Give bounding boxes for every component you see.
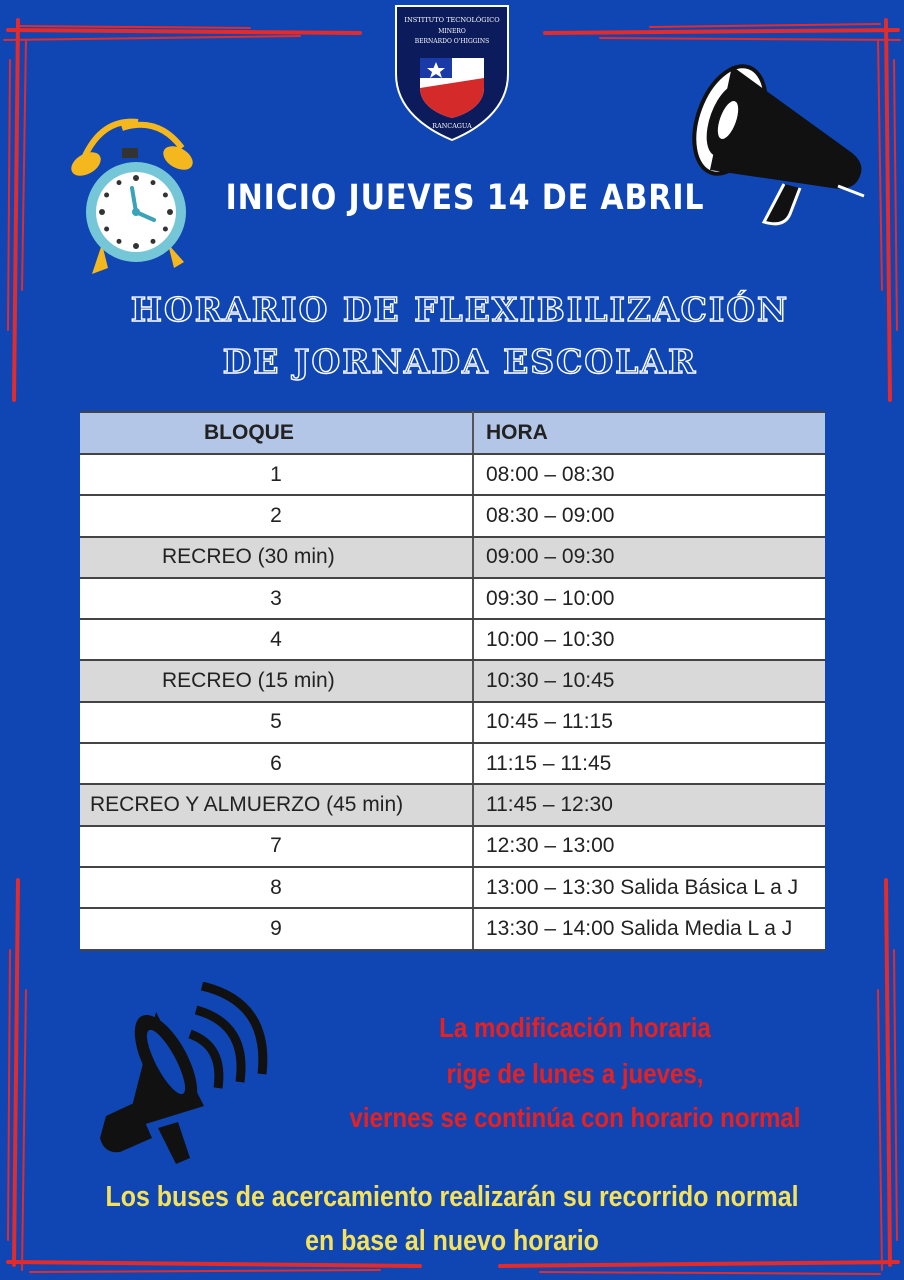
hora-cell: 11:15 – 11:45 [473,743,825,784]
header-bloque: BLOQUE [80,412,473,454]
table-row-lunch [80,784,825,825]
hora-cell: 12:30 – 13:00 [473,826,825,867]
hora-cell: 10:45 – 11:15 [473,702,825,743]
schedule-table [80,411,825,951]
bloque-cell: 9 [80,908,473,949]
hora-cell: 13:30 – 14:00 Salida Media L a J [473,908,825,949]
hora-cell: 08:30 – 09:00 [473,495,825,536]
bloque-cell: 1 [80,454,473,495]
bloque-cell: 6 [80,743,473,784]
bloque-cell: 3 [80,578,473,619]
header-hora: HORA [473,412,825,454]
hora-cell: 09:00 – 09:30 [473,537,825,578]
table-row [80,454,825,495]
schedule-note-line-1: La modificación horaria [439,1012,711,1043]
hora-cell: 11:45 – 12:30 [473,784,825,825]
table-row [80,743,825,784]
table-row [80,702,825,743]
table-row [80,908,825,949]
hora-cell: 10:00 – 10:30 [473,619,825,660]
logo-line-4: RANCAGUA [432,122,472,130]
table-row-recess [80,537,825,578]
hora-cell: 08:00 – 08:30 [473,454,825,495]
table-row-recess [80,660,825,701]
bloque-cell: 7 [80,826,473,867]
logo-line-3: BERNARDO O'HIGGINS [414,38,490,45]
bloque-cell: RECREO (15 min) [80,660,473,701]
bloque-cell: 5 [80,702,473,743]
bloque-cell: RECREO Y ALMUERZO (45 min) [80,784,473,825]
table-row [80,578,825,619]
alarm-clock-icon [62,118,202,278]
bloque-cell: 2 [80,495,473,536]
hora-cell: 13:00 – 13:30 Salida Básica L a J [473,867,825,908]
megaphone-icon [92,982,278,1172]
bloque-cell: RECREO (30 min) [80,537,473,578]
logo-line-2: MINERO [438,28,466,35]
schedule-title-line-2: DE JORNADA ESCOLAR [222,342,698,381]
start-date-headline: INICIO JUEVES 14 DE ABRIL [225,178,705,218]
bus-note-line-1: Los buses de acercamiento realizarán su recorrido normal [105,1181,799,1213]
bus-note-line-2: en base al nuevo horario [305,1225,599,1257]
table-row [80,495,825,536]
table-row [80,619,825,660]
logo-line-1: INSTITUTO TECNOLÓGICO [404,16,500,24]
table-row [80,826,825,867]
schedule-note-line-2: rige de lunes a jueves, [446,1058,704,1089]
hora-cell: 09:30 – 10:00 [473,578,825,619]
hora-cell: 10:30 – 10:45 [473,660,825,701]
schedule-note-line-3: viernes se continúa con horario normal [349,1102,801,1133]
school-logo [392,2,512,142]
schedule-title-line-1: HORARIO DE FLEXIBILIZACIÓN [130,290,790,329]
table-row [80,867,825,908]
table-header-row [80,412,825,454]
bloque-cell: 8 [80,867,473,908]
bloque-cell: 4 [80,619,473,660]
